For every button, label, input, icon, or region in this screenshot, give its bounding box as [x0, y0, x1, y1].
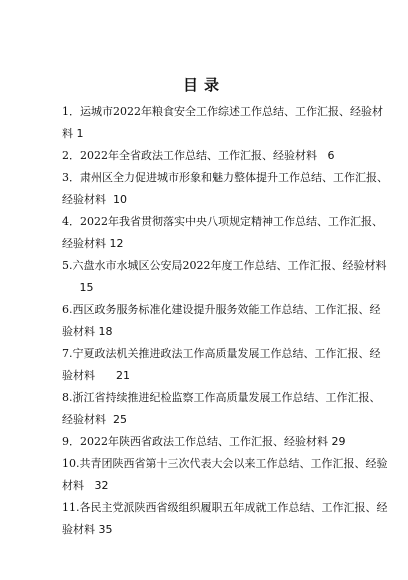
- toc-list: [62, 101, 388, 541]
- toc-entry: [62, 431, 352, 453]
- toc-entry-page: 1: [76, 127, 84, 140]
- toc-entry-text: 经验材料: [62, 237, 106, 250]
- toc-entry-text: 验材料: [62, 369, 95, 382]
- toc-entry: [62, 167, 388, 211]
- toc-title: 目录: [182, 76, 225, 94]
- toc-entry-page: 32: [94, 479, 109, 492]
- toc-entry-page: 35: [98, 523, 113, 536]
- toc-entry-page: 29: [331, 435, 346, 448]
- toc-entry-page: 21: [115, 369, 130, 382]
- toc-entry: [62, 387, 381, 431]
- toc-entry-page: 10: [113, 193, 127, 206]
- toc-entry-page: 25: [113, 413, 127, 426]
- toc-entry: [62, 343, 381, 387]
- toc-entry-text: 验材料: [62, 325, 95, 338]
- toc-entry: [62, 211, 383, 255]
- toc-entry-text: 验材料: [62, 523, 95, 536]
- toc-entry: [62, 299, 381, 343]
- toc-entry-page: 18: [98, 325, 113, 338]
- toc-entry-text: 材料: [62, 479, 84, 492]
- toc-entry: [62, 255, 387, 299]
- toc-entry-text: 经验材料: [62, 193, 106, 206]
- toc-entry-page: 12: [109, 237, 124, 250]
- toc-entry-text: 6.西区政务服务标准化建设提升服务效能工作总结、工作汇报、经: [62, 303, 381, 316]
- toc-entry-page: 6: [327, 149, 335, 162]
- toc-entry-text: 3．肃州区全力促进城市形象和魅力整体提升工作总结、工作汇报、: [62, 171, 388, 184]
- toc-entry-text: 7.宁夏政法机关推进政法工作高质量发展工作总结、工作汇报、经: [62, 347, 381, 360]
- toc-entry-text: 9．2022年陕西省政法工作总结、工作汇报、经验材料: [62, 435, 328, 448]
- toc-entry: [62, 497, 388, 541]
- toc-entry-text: 料: [62, 127, 73, 140]
- toc-entry: [62, 145, 352, 167]
- toc-entry-text: 10.共青团陕西省第十三次代表大会以来工作总结、工作汇报、经验: [62, 457, 388, 470]
- toc-entry-text: 经验材料: [62, 413, 106, 426]
- toc-entry: [62, 101, 383, 145]
- toc-entry-text: 1．运城市2022年粮食安全工作综述工作总结、工作汇报、经验材: [62, 105, 383, 118]
- toc-entry-text: 2．2022年全省政法工作总结、工作汇报、经验材料: [62, 149, 317, 162]
- toc-entry: [62, 453, 388, 497]
- toc-entry-text: 5.六盘水市水城区公安局2022年度工作总结、工作汇报、经验材料: [62, 259, 387, 272]
- toc-entry-text: 4．2022年我省贯彻落实中央八项规定精神工作总结、工作汇报、: [62, 215, 383, 228]
- toc-entry-page: 15: [79, 281, 94, 294]
- toc-entry-text: 8.浙江省持续推进纪检监察工作高质量发展工作总结、工作汇报、: [62, 391, 381, 404]
- toc-entry-text: 11.各民主党派陕西省级组织履职五年成就工作总结、工作汇报、经: [62, 501, 388, 514]
